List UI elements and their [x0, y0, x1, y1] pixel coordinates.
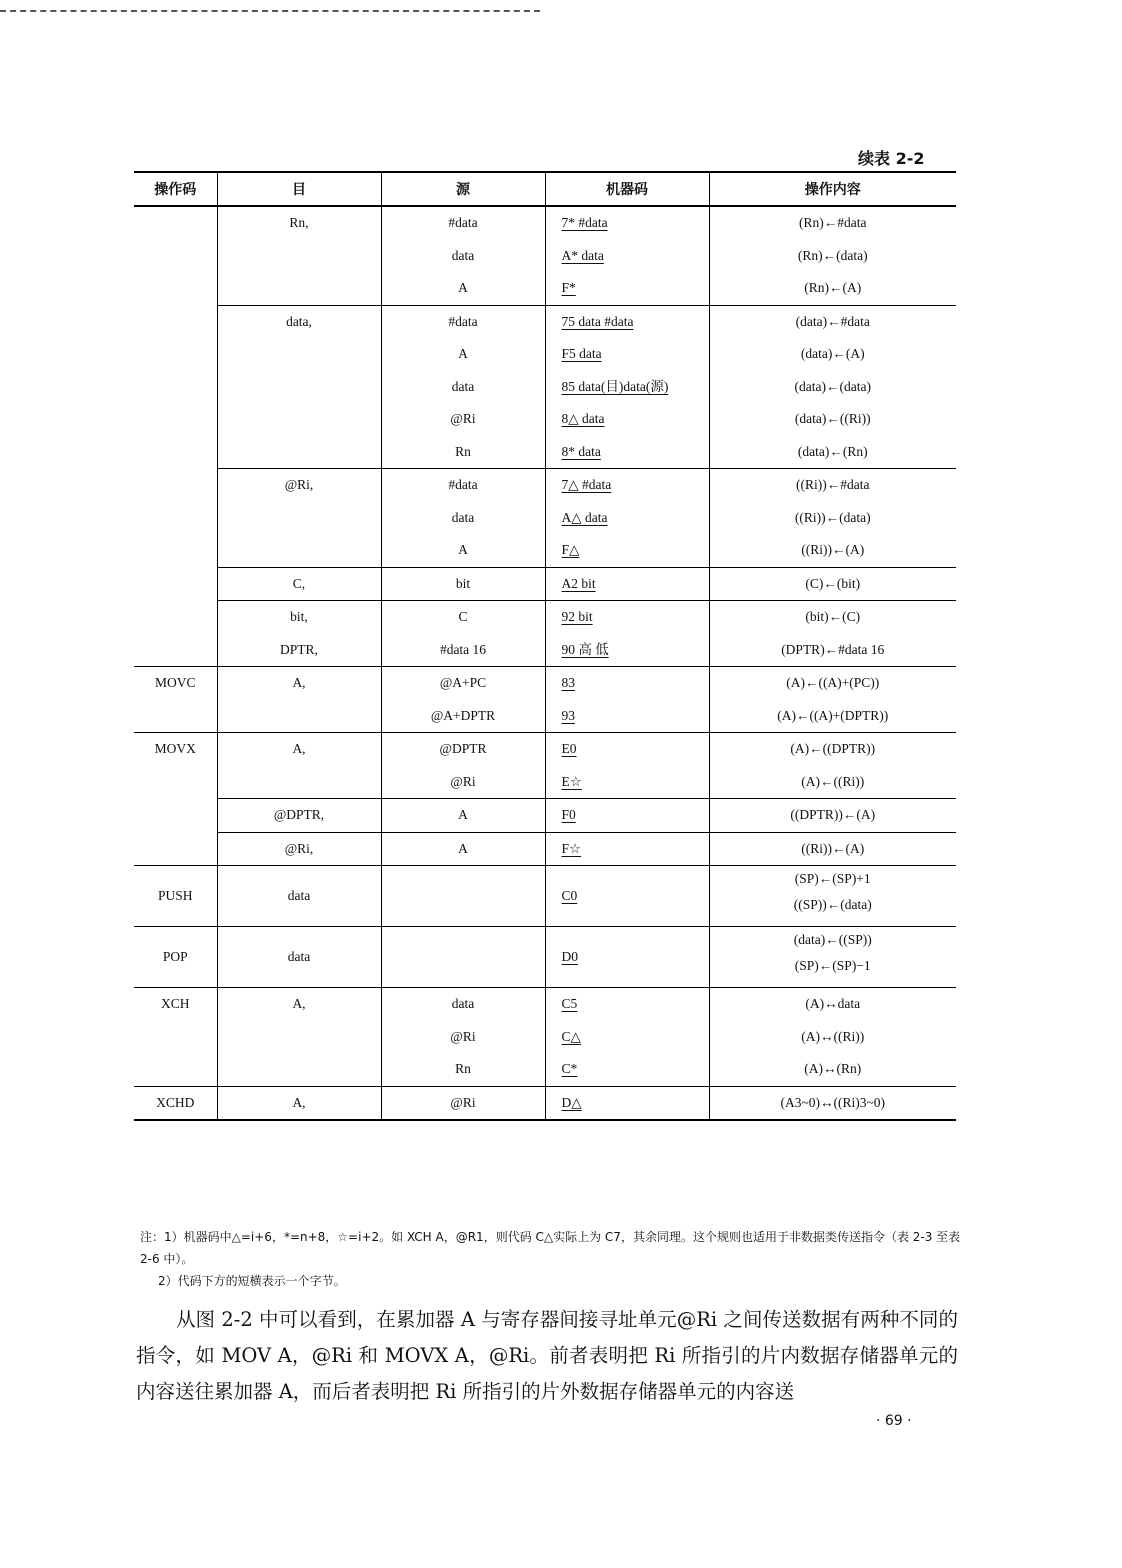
machine-code-text: F0: [561, 807, 576, 822]
cell-machine-code: [545, 634, 709, 667]
cell-opcode: [134, 469, 217, 568]
opcode-text: [134, 305, 217, 338]
cell-operation-line: (data)←((Ri)): [794, 411, 871, 426]
cell-opcode: [134, 832, 217, 866]
cell-operation: [709, 866, 956, 927]
cell-machine-code: [545, 1086, 709, 1120]
machine-code-text: D△: [561, 1094, 582, 1110]
cell-source-line: [382, 880, 545, 913]
cell-source-line: bit: [455, 575, 471, 591]
top-dashed-line: [0, 10, 540, 12]
cell-source-line: C: [458, 609, 468, 624]
cell-operation-line: (A)←((Ri)): [801, 773, 865, 789]
machine-code-text: 75 data #data: [561, 313, 634, 329]
cell-source-line: Rn: [455, 1061, 471, 1076]
table-row: [134, 1086, 956, 1120]
cell-opcode: [134, 305, 217, 469]
cell-machine-code: [545, 305, 709, 469]
body-paragraph: 从图 2-2 中可以看到，在累加器 A 与寄存器间接寻址单元@Ri 之间传送数据有两种不同的指令，如 MOV A，@Ri 和 MOVX A，@Ri。前者表明把 Ri 所指引的片内数据存储器单元的内容送往累加器 A，而后者表明把 Ri 所指引的片外数据存储器单元的内容送: [136, 1308, 958, 1403]
cell-machine-code: [545, 667, 709, 733]
cell-operation: [709, 206, 956, 305]
table-row: [134, 567, 956, 601]
cell-source: [381, 733, 545, 799]
cell-operation-line: (A)←((DPTR)): [790, 741, 876, 756]
cell-source-line: @Ri: [450, 411, 476, 426]
table-row: [134, 305, 956, 469]
cell-source-line: data: [451, 996, 475, 1011]
cell-machine-code: [545, 832, 709, 866]
header-operation: 操作内容: [709, 172, 956, 206]
cell-source-line: A: [458, 346, 468, 361]
cell-destination: [217, 469, 381, 568]
header-destination: 目: [217, 172, 381, 206]
cell-operation: [709, 634, 956, 667]
cell-source-line: A: [458, 840, 468, 856]
table-row: [134, 634, 956, 667]
cell-source-line: A: [458, 280, 468, 295]
opcode-text: [134, 601, 217, 634]
cell-source: [381, 567, 545, 601]
cell-opcode: [134, 988, 217, 1087]
cell-operation-line: (data)←((SP)): [793, 932, 872, 947]
cell-operation-line: ((SP))←(data): [793, 897, 872, 912]
machine-code-text: 8△ data: [561, 411, 605, 426]
cell-source: [381, 206, 545, 305]
header-source: 源: [381, 172, 545, 206]
cell-operation: [709, 667, 956, 733]
cell-source: [381, 667, 545, 733]
cell-operation-line: (Rn)←(data): [797, 247, 868, 263]
cell-source-line: @Ri: [450, 1028, 476, 1044]
opcode-text: [134, 207, 217, 240]
cell-operation: [709, 988, 956, 1087]
opcode-text: MOVX: [154, 741, 196, 756]
machine-code-text: F*: [561, 280, 576, 295]
destination-text: DPTR,: [280, 641, 318, 657]
cell-source: [381, 927, 545, 988]
continued-table-label: 续表 2-2: [858, 149, 925, 168]
table-row: [134, 601, 956, 634]
destination-text: A,: [292, 1094, 306, 1110]
cell-source-line: #data: [448, 215, 478, 230]
cell-source-line: @DPTR: [439, 741, 487, 756]
opcode-text: XCH: [160, 996, 190, 1011]
cell-operation-line: (A)←((A)+(PC)): [786, 675, 880, 690]
cell-source: [381, 1086, 545, 1120]
machine-code-text: F☆: [561, 840, 582, 856]
machine-code-text: E0: [561, 741, 577, 756]
machine-code-text: 92 bit: [561, 609, 593, 624]
cell-source-line: @Ri: [450, 1094, 476, 1110]
cell-source: [381, 866, 545, 927]
cell-source: [381, 799, 545, 833]
destination-text: @Ri,: [284, 840, 314, 856]
machine-code-text: A△ data: [561, 509, 608, 525]
table-row: [134, 799, 956, 833]
cell-operation-line: ((Ri))←(A): [801, 840, 865, 856]
cell-source-line: data: [451, 509, 475, 525]
cell-source-line: data: [451, 378, 475, 394]
cell-source-line: #data: [448, 477, 478, 492]
cell-machine-code: [545, 927, 709, 988]
destination-text: data: [287, 948, 311, 964]
destination-text: A,: [292, 741, 306, 756]
table-row: [134, 206, 956, 305]
cell-opcode: [134, 733, 217, 799]
cell-source-line: A: [458, 542, 468, 557]
cell-destination: [217, 832, 381, 866]
header-machine-code: 机器码: [545, 172, 709, 206]
cell-operation-line: (data)←(Rn): [797, 443, 868, 459]
destination-text: Rn,: [289, 215, 309, 230]
machine-code-text: A* data: [561, 247, 604, 263]
machine-code-text: C5: [561, 996, 578, 1011]
cell-destination: [217, 799, 381, 833]
cell-operation: [709, 733, 956, 799]
cell-operation-line: (A)←((A)+(DPTR)): [777, 707, 889, 723]
machine-code-text: C△: [561, 1028, 581, 1044]
cell-source-line: data: [451, 247, 475, 263]
cell-source: [381, 601, 545, 634]
instruction-table: [134, 171, 956, 1121]
cell-opcode: [134, 927, 217, 988]
destination-text: @DPTR,: [273, 807, 325, 822]
note-2: 2）代码下方的短横表示一个字节。: [158, 1274, 346, 1288]
opcode-text: [134, 799, 217, 832]
opcode-text: [134, 832, 217, 865]
machine-code-text: D0: [561, 948, 578, 964]
table-row: [134, 469, 956, 568]
destination-text: data: [287, 887, 311, 903]
opcode-text: PUSH: [157, 887, 193, 903]
cell-operation: [709, 469, 956, 568]
table-row: [134, 667, 956, 733]
table-row: [134, 927, 956, 988]
cell-machine-code: [545, 733, 709, 799]
destination-text: A,: [292, 996, 306, 1011]
cell-source: [381, 469, 545, 568]
cell-source-line: #data: [448, 313, 478, 329]
cell-destination: [217, 567, 381, 601]
cell-destination: [217, 1086, 381, 1120]
cell-operation-line: (DPTR)←#data 16: [781, 641, 885, 657]
cell-operation-line: (SP)←(SP)+1: [794, 871, 871, 886]
cell-operation: [709, 567, 956, 601]
table-row: [134, 832, 956, 866]
cell-operation-line: ((Ri))←(A): [801, 542, 865, 557]
cell-operation-line: ((Ri))←#data: [796, 477, 870, 492]
opcode-text: [134, 634, 217, 667]
table-row: [134, 733, 956, 799]
note-1: 注：1）机器码中△=i+6，*=n+8，☆=i+2。如 XCH A，@R1，则代码 C△实际上为 C7，其余同理。这个规则也适用于非数据类传送指令（表 2-3 至表 2-6 中）。: [140, 1230, 961, 1266]
cell-machine-code: [545, 469, 709, 568]
cell-destination: [217, 988, 381, 1087]
cell-opcode: [134, 866, 217, 927]
cell-source: [381, 832, 545, 866]
cell-destination: [217, 667, 381, 733]
cell-machine-code: [545, 988, 709, 1087]
cell-source-line: [382, 941, 545, 974]
cell-machine-code: [545, 601, 709, 634]
cell-operation-line: (bit)←(C): [805, 609, 861, 624]
machine-code-text: 90 高 低: [561, 641, 609, 657]
cell-operation: [709, 601, 956, 634]
machine-code-text: 93: [561, 707, 575, 723]
cell-operation-line: (SP)←(SP)−1: [794, 958, 871, 973]
machine-code-text: C*: [561, 1061, 578, 1076]
cell-source-line: A: [458, 807, 468, 822]
cell-machine-code: [545, 866, 709, 927]
destination-text: @Ri,: [284, 477, 314, 492]
cell-source-line: #data 16: [439, 641, 487, 657]
cell-operation-line: (A3~0)↔((Ri)3~0): [780, 1094, 886, 1110]
cell-machine-code: [545, 567, 709, 601]
cell-source: [381, 305, 545, 469]
cell-operation-line: (data)←(A): [800, 346, 865, 361]
cell-operation-line: (A)↔(Rn): [804, 1061, 862, 1076]
cell-operation: [709, 305, 956, 469]
cell-source-line: @A+DPTR: [430, 707, 496, 723]
cell-opcode: [134, 799, 217, 833]
cell-operation: [709, 1086, 956, 1120]
opcode-text: MOVC: [154, 675, 196, 690]
opcode-text: POP: [162, 948, 188, 964]
machine-code-text: 7△ #data: [561, 477, 612, 492]
machine-code-text: 8* data: [561, 443, 601, 459]
opcode-text: [134, 469, 217, 502]
destination-text: C,: [292, 575, 306, 591]
cell-source-line: @A+PC: [439, 675, 487, 690]
cell-operation-line: (Rn)←(A): [804, 280, 862, 295]
cell-operation-line: ((Ri))←(data): [794, 509, 871, 525]
cell-destination: [217, 733, 381, 799]
table-notes: [140, 1226, 962, 1292]
cell-destination: [217, 305, 381, 469]
cell-opcode: [134, 601, 217, 634]
machine-code-text: 83: [561, 675, 575, 690]
cell-opcode: [134, 634, 217, 667]
destination-text: data,: [286, 313, 312, 329]
destination-text: A,: [292, 675, 306, 690]
cell-opcode: [134, 567, 217, 601]
cell-operation-line: (A)↔data: [805, 996, 861, 1011]
cell-operation-line: (data)←#data: [795, 313, 870, 329]
cell-source-line: Rn: [455, 443, 471, 459]
cell-operation-line: ((DPTR))←(A): [790, 807, 876, 822]
cell-source: [381, 988, 545, 1087]
table-header-row: [134, 172, 956, 206]
cell-opcode: [134, 206, 217, 305]
cell-machine-code: [545, 799, 709, 833]
cell-operation-line: (Rn)←#data: [799, 215, 867, 230]
machine-code-text: F5 data: [561, 346, 602, 361]
cell-operation-line: (A)↔((Ri)): [801, 1028, 865, 1044]
page-number: · 69 ·: [876, 1413, 912, 1429]
cell-operation: [709, 799, 956, 833]
header-opcode: 操作码: [134, 172, 217, 206]
machine-code-text: F△: [561, 542, 580, 557]
cell-opcode: [134, 1086, 217, 1120]
cell-destination: [217, 206, 381, 305]
machine-code-text: C0: [561, 887, 578, 903]
opcode-text: XCHD: [156, 1094, 195, 1110]
destination-text: bit,: [290, 609, 308, 624]
table-row: [134, 988, 956, 1087]
cell-operation: [709, 832, 956, 866]
machine-code-text: 7* #data: [561, 215, 608, 230]
cell-destination: [217, 866, 381, 927]
cell-destination: [217, 634, 381, 667]
cell-destination: [217, 927, 381, 988]
cell-source-line: @Ri: [450, 773, 476, 789]
opcode-text: [134, 567, 217, 600]
machine-code-text: A2 bit: [561, 575, 596, 591]
machine-code-text: 85 data(目)data(源): [561, 378, 669, 394]
cell-operation: [709, 927, 956, 988]
cell-opcode: [134, 667, 217, 733]
cell-source: [381, 634, 545, 667]
cell-operation-line: (data)←(data): [794, 378, 871, 394]
table-row: [134, 866, 956, 927]
machine-code-text: E☆: [561, 773, 582, 789]
cell-destination: [217, 601, 381, 634]
cell-machine-code: [545, 206, 709, 305]
cell-operation-line: (C)←(bit): [805, 575, 861, 591]
